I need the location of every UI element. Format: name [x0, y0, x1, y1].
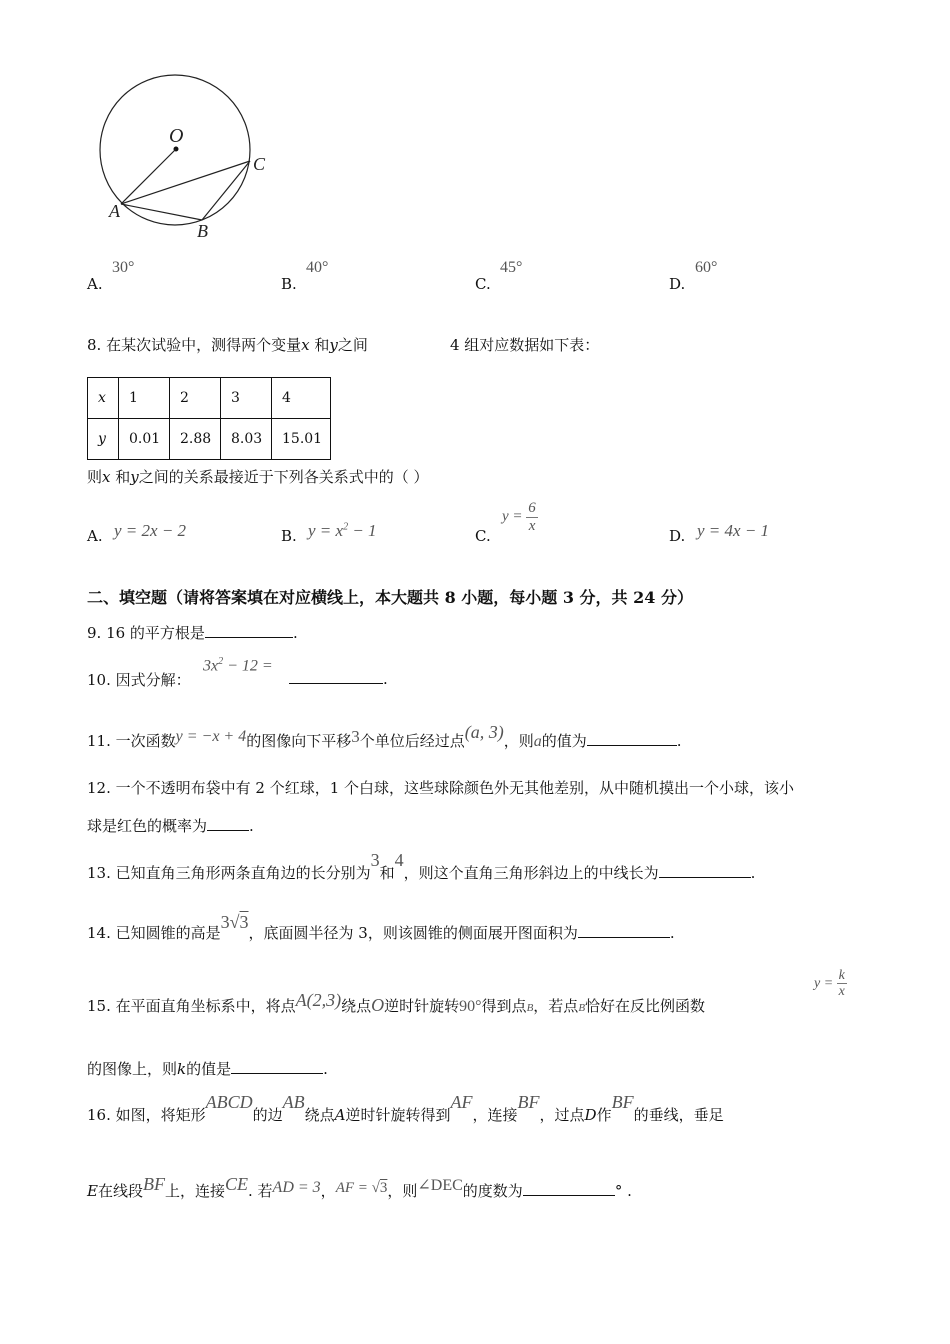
- table-cell: 4: [272, 378, 331, 419]
- label-o: O: [169, 125, 184, 147]
- q16-line1: 16. 如图，将矩形ABCD的边AB绕点A逆时针旋转得到AF，连接BF，过点D作BF的垂线，垂足: [87, 1092, 724, 1124]
- answer-blank[interactable]: [578, 923, 670, 938]
- option-expr: y = 2x − 2: [114, 521, 187, 540]
- q8-stem-cont: 4 组对应数据如下表：: [450, 336, 600, 354]
- table-cell: 0.01: [119, 419, 170, 460]
- q10-answer: .: [289, 669, 388, 688]
- table-cell: 1: [119, 378, 170, 419]
- answer-blank[interactable]: [659, 863, 751, 878]
- q15-func: y = $\frac{k}{x}$: [814, 968, 845, 1000]
- q15-line1: 15. 在平面直角坐标系中，将点A(2,3)绕点O逆时针旋转90°得到点B，若点B恰好在反比例函数: [87, 990, 706, 1015]
- q12-line1: 12. 一个不透明布袋中有 2 个红球，1 个白球，这些球除颜色外无其他差别，从中随机摸出一个小球，该小: [87, 779, 795, 797]
- option-letter: B.: [281, 527, 297, 545]
- table-cell: 2.88: [170, 419, 221, 460]
- label-a: A: [109, 201, 120, 221]
- option-letter: D.: [669, 275, 686, 293]
- option-expr: y = $\frac{6}{x}$: [502, 500, 536, 534]
- sqrt-expr: 3√3: [220, 912, 249, 932]
- q16-line2: E在线段BF上，连接CE. 若AD = 3，AF = √3，则∠DEC的度数为 ° .: [87, 1174, 632, 1200]
- answer-blank[interactable]: [205, 623, 293, 638]
- option-value: 30°: [112, 259, 135, 276]
- q14: 14. 已知圆锥的高是3√3，底面圆半径为 3，则该圆锥的侧面展开图面积为 .: [87, 912, 675, 942]
- table-cell: 2: [170, 378, 221, 419]
- option-letter: C.: [475, 275, 491, 293]
- segment-oa: [121, 149, 176, 204]
- table-row: [88, 419, 331, 460]
- answer-blank[interactable]: [289, 669, 383, 684]
- q9: 9. 16 的平方根是 .: [87, 624, 298, 642]
- answer-blank[interactable]: [231, 1059, 323, 1074]
- option-letter: B.: [281, 275, 297, 293]
- option-letter: A.: [87, 275, 103, 293]
- q8-stem: 8. 在某次试验中，测得两个变量x 和y之间: [87, 336, 368, 354]
- table-cell: y: [88, 419, 119, 460]
- q12-line2: 球是红色的概率为 .: [87, 817, 254, 835]
- option-expr: y = 4x − 1: [697, 521, 770, 540]
- label-b: B: [197, 221, 208, 241]
- table-row: [88, 378, 331, 419]
- answer-blank[interactable]: [523, 1181, 615, 1196]
- segment-ac: [121, 161, 250, 204]
- section-title: 二、填空题（请将答案填在对应横线上，本大题共 8 小题，每小题 3 分，共 24 分）: [87, 588, 693, 607]
- q13: 13. 已知直角三角形两条直角边的长分别为3和4，则这个直角三角形斜边上的中线长为 .: [87, 850, 756, 882]
- label-c: C: [253, 154, 266, 174]
- option-letter: D.: [669, 527, 686, 545]
- circle-figure: [90, 60, 290, 250]
- data-table: [87, 377, 331, 460]
- q8-question: 则x 和y之间的关系最接近于下列各关系式中的（ ）: [87, 468, 429, 486]
- q11: 11. 一次函数y = −x + 4的图像向下平移3个单位后经过点(a, 3)，则a的值为 .: [87, 722, 682, 750]
- q10-expr: $3x^2 - 12$ =: [203, 656, 273, 675]
- q15-line2: 的图像上，则k的值是 .: [87, 1060, 328, 1078]
- answer-blank[interactable]: [587, 731, 677, 746]
- option-value: 60°: [695, 259, 718, 276]
- segment-bc: [202, 161, 250, 220]
- option-value: 40°: [306, 259, 329, 276]
- answer-blank[interactable]: [207, 816, 249, 831]
- option-expr: $y = x^2 - 1$: [308, 521, 377, 540]
- table-cell: 3: [221, 378, 272, 419]
- table-cell: 15.01: [272, 419, 331, 460]
- table-cell: x: [88, 378, 119, 419]
- table-cell: 8.03: [221, 419, 272, 460]
- option-value: 45°: [500, 259, 523, 276]
- option-letter: C.: [475, 527, 491, 545]
- option-letter: A.: [87, 527, 103, 545]
- q10: 10. 因式分解：: [87, 671, 191, 689]
